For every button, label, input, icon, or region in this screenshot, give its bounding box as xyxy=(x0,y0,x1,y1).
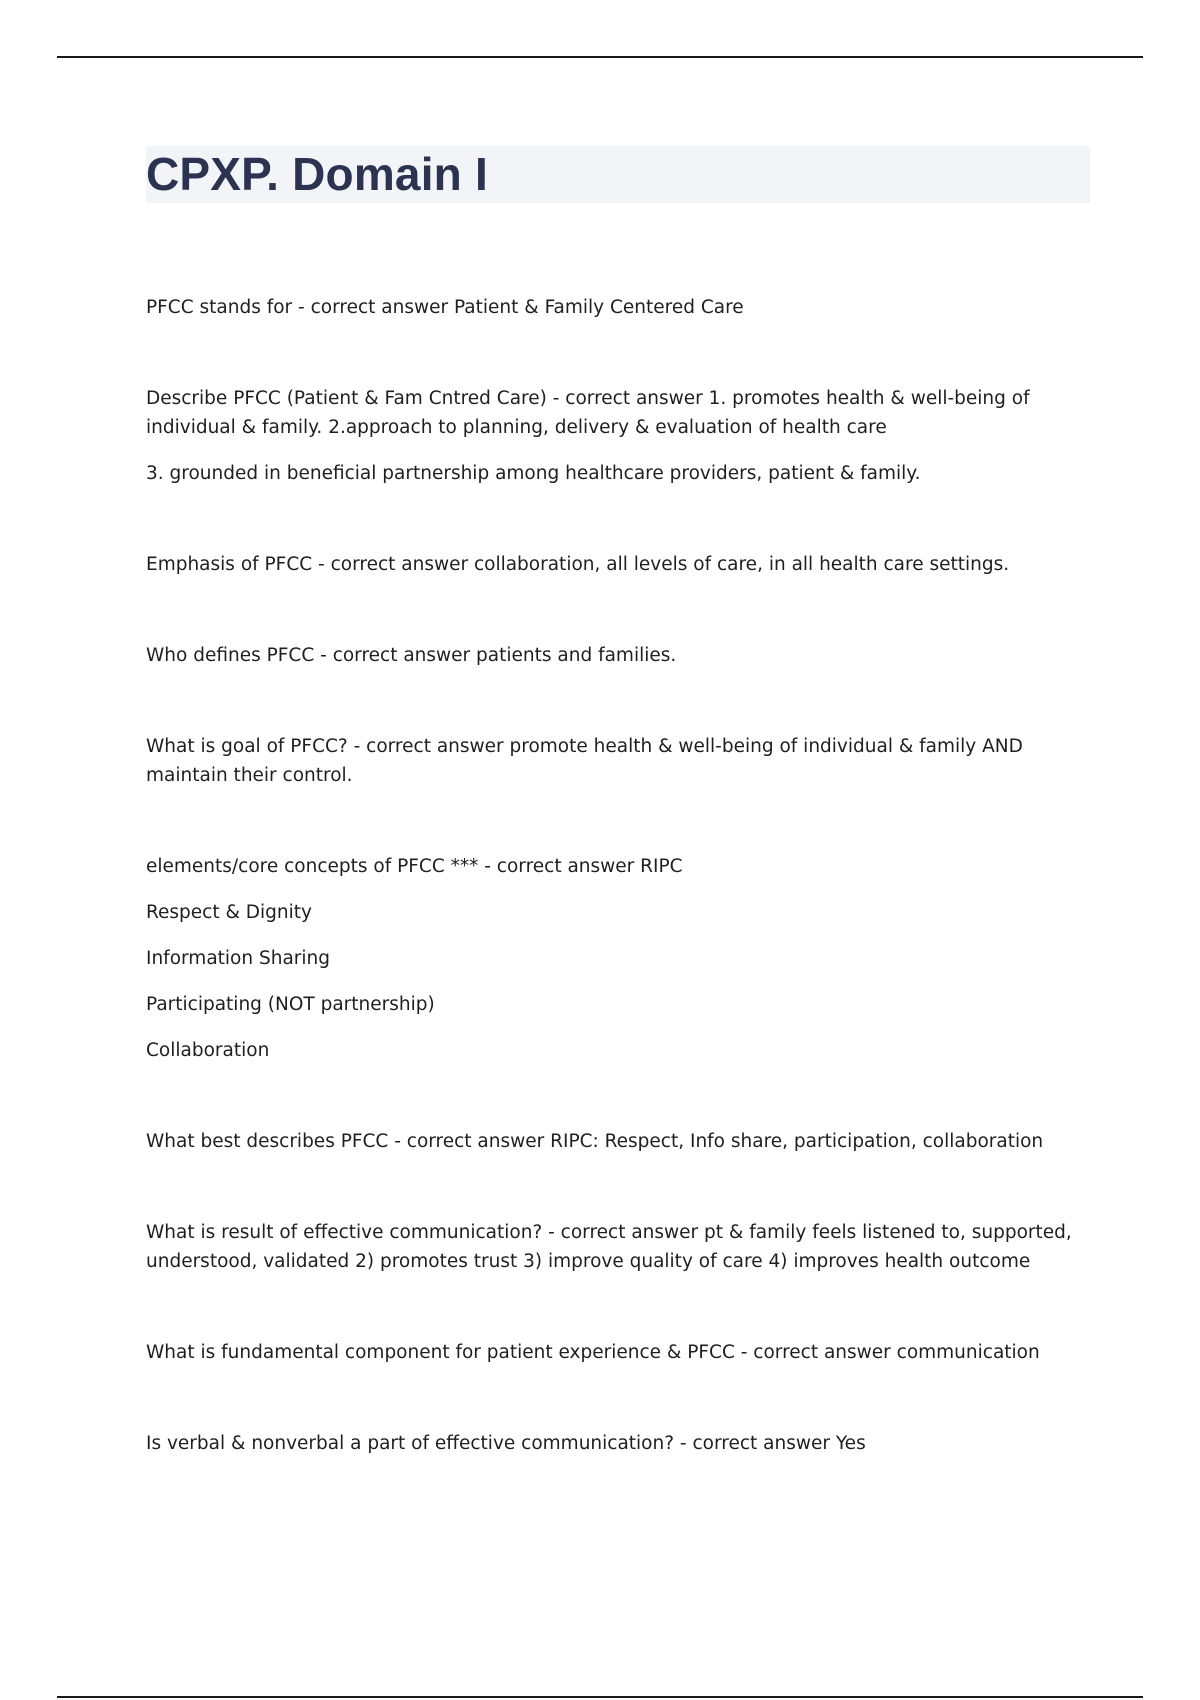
qa-item xyxy=(146,1218,1090,1276)
qa-text: Collaboration xyxy=(146,1040,270,1061)
qa-text: 3. grounded in beneficial partnership among healthcare providers, patient & family. xyxy=(146,463,921,484)
qa-item xyxy=(146,1127,1090,1156)
qa-item xyxy=(146,852,1090,1065)
qa-text: Emphasis of PFCC - correct answer collaboration, all levels of care, in all health care settings. xyxy=(146,554,1010,575)
qa-text: What is goal of PFCC? - correct answer promote health & well-being of individual & family AND maintain their control. xyxy=(146,736,1023,786)
qa-item xyxy=(146,384,1090,488)
qa-text: Who defines PFCC - correct answer patients and families. xyxy=(146,645,677,666)
qa-item xyxy=(146,732,1090,790)
qa-item xyxy=(146,293,1090,322)
qa-text: Is verbal & nonverbal a part of effective communication? - correct answer Yes xyxy=(146,1433,866,1454)
qa-text: Respect & Dignity xyxy=(146,902,312,923)
qa-text: elements/core concepts of PFCC *** - correct answer RIPC xyxy=(146,856,683,877)
qa-text: What is fundamental component for patient experience & PFCC - correct answer communication xyxy=(146,1342,1040,1363)
title-banner xyxy=(146,146,1090,203)
document-body xyxy=(146,146,1090,1458)
qa-text: What is result of effective communication? - correct answer pt & family feels listened to, supported, understood, validated 2) promotes trust 3) improve quality of care 4) improves health outcome xyxy=(146,1222,1072,1272)
qa-text: Participating (NOT partnership) xyxy=(146,994,435,1015)
qa-list xyxy=(146,293,1090,1458)
qa-text: Describe PFCC (Patient & Fam Cntred Care) - correct answer 1. promotes health & well-being of individual & family. 2.approach to planning, delivery & evaluation of health care xyxy=(146,388,1030,438)
bottom-rule xyxy=(57,1696,1143,1698)
top-rule xyxy=(57,56,1143,58)
qa-item xyxy=(146,1429,1090,1458)
qa-item xyxy=(146,641,1090,670)
qa-item xyxy=(146,550,1090,579)
qa-text: What best describes PFCC - correct answer RIPC: Respect, Info share, participation, collaboration xyxy=(146,1131,1044,1152)
document-title: CPXP. Domain I xyxy=(146,148,488,200)
qa-item xyxy=(146,1338,1090,1367)
qa-text: PFCC stands for - correct answer Patient & Family Centered Care xyxy=(146,297,744,318)
qa-text: Information Sharing xyxy=(146,948,330,969)
